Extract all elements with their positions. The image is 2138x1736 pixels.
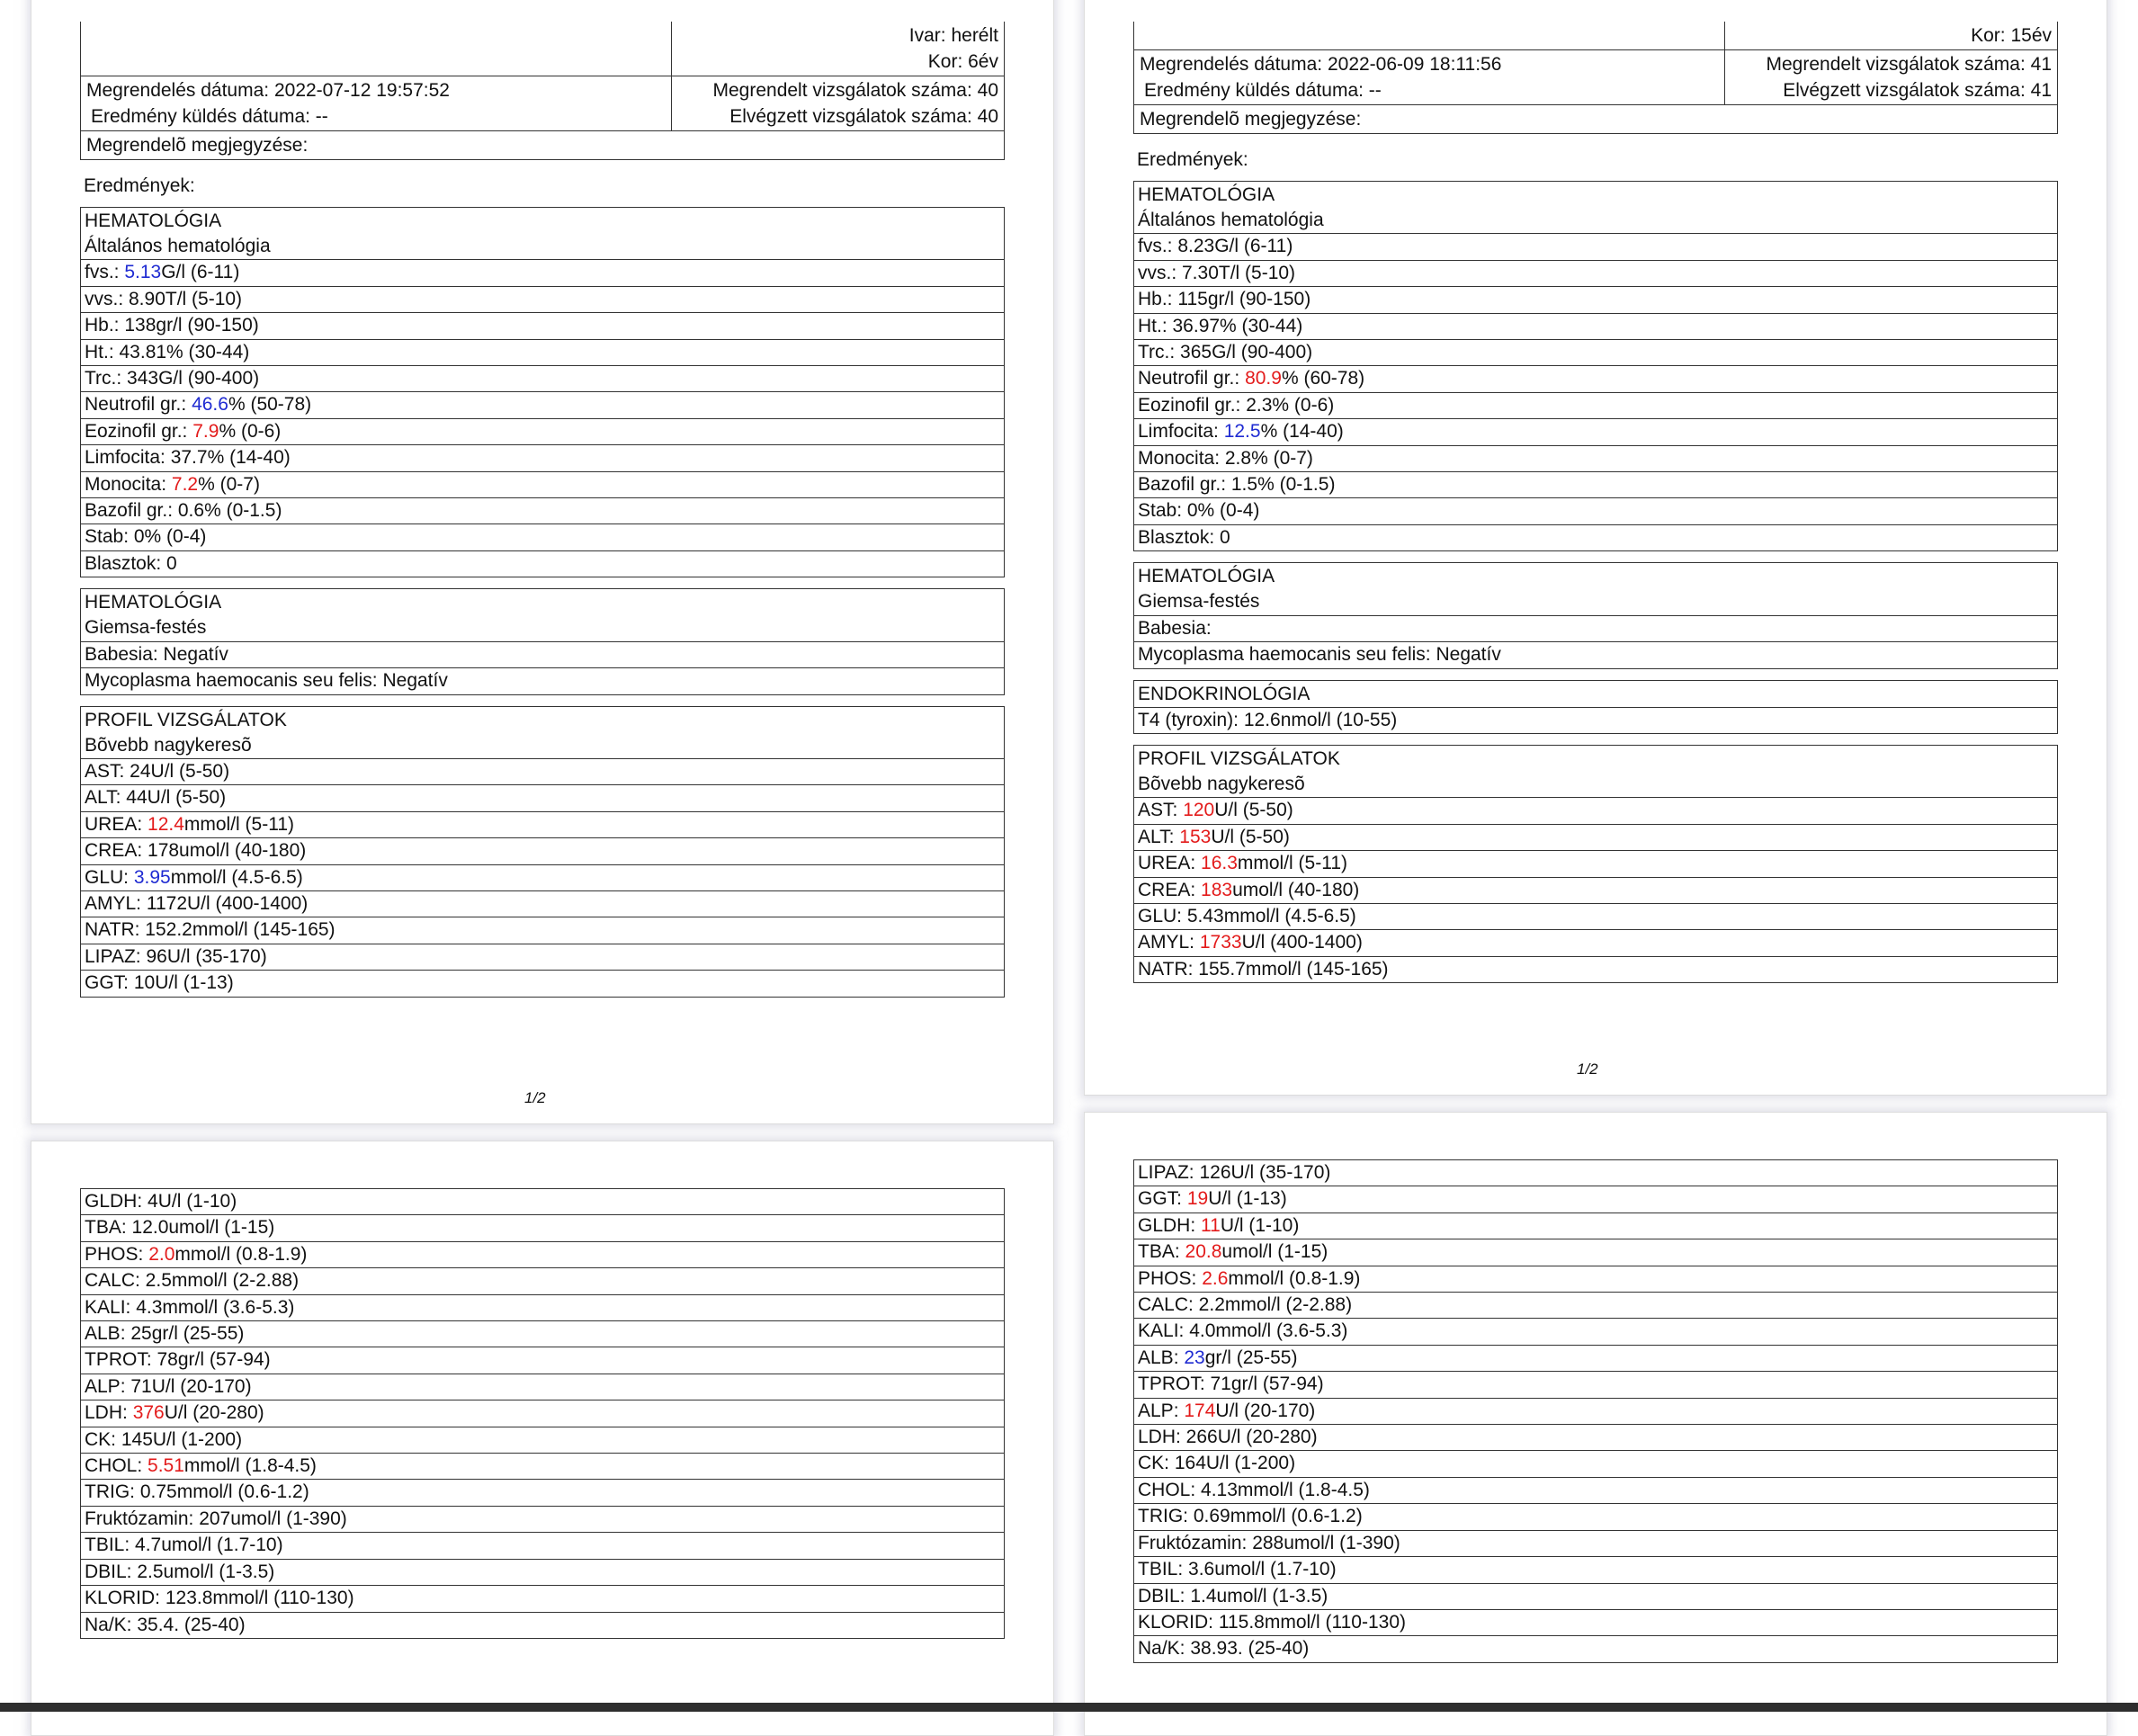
result-text: CK: 145U/l (1-200) <box>85 1428 243 1450</box>
results-section <box>80 207 1005 577</box>
result-text: TBIL: 4.7umol/l (1.7-10) <box>85 1535 283 1556</box>
result-text: vvs.: 8.90T/l (5-10) <box>85 288 243 309</box>
result-unit-range: umol/l (40-180) <box>1232 879 1360 900</box>
result-unit-range: % (50-78) <box>228 394 312 416</box>
section-subtitle: Giemsa-festés <box>85 617 207 639</box>
result-text: Ht.: 36.97% (30-44) <box>1138 315 1303 336</box>
result-row <box>81 550 1004 577</box>
bottom-edge-bar <box>0 1703 2138 1712</box>
result-text: ALP: 71U/l (20-170) <box>85 1375 252 1397</box>
result-row <box>1134 1424 2057 1450</box>
result-row <box>81 641 1004 667</box>
result-text: CHOL: 4.13mmol/l (1.8-4.5) <box>1138 1479 1370 1500</box>
left-report-content <box>80 22 1005 1008</box>
result-text: TRIG: 0.75mmol/l (0.6-1.2) <box>85 1481 309 1503</box>
result-row <box>81 523 1004 550</box>
right-sections <box>1133 181 2058 983</box>
result-row <box>81 1479 1004 1505</box>
result-row <box>81 418 1004 444</box>
right-report-content <box>1133 22 2058 994</box>
left-page2-results <box>80 1188 1005 1639</box>
result-row <box>81 1532 1004 1558</box>
result-row <box>1134 1213 2057 1239</box>
result-row <box>81 497 1004 523</box>
flagged-value: 5.51 <box>148 1455 184 1477</box>
result-row <box>81 286 1004 312</box>
result-text: CREA: 178umol/l (40-180) <box>85 840 307 862</box>
result-row <box>1134 471 2057 497</box>
flagged-value: 2.0 <box>148 1243 175 1265</box>
result-text: Hb.: 115gr/l (90-150) <box>1138 289 1311 310</box>
ordered-tests-count: Megrendelt vizsgálatok száma: 41 <box>1766 54 2052 75</box>
result-row <box>1134 956 2057 982</box>
result-text: GLDH: 4U/l (1-10) <box>85 1191 237 1212</box>
result-text: Na/K: 38.93. (25-40) <box>1138 1638 1310 1660</box>
flagged-value: 120 <box>1183 800 1215 821</box>
result-row <box>81 1400 1004 1426</box>
result-row <box>81 1347 1004 1373</box>
result-row <box>1134 1609 2057 1635</box>
result-row <box>81 890 1004 917</box>
result-row <box>1134 797 2057 823</box>
flagged-value: 376 <box>132 1402 165 1424</box>
flagged-value: 7.2 <box>171 473 199 495</box>
result-row <box>81 1374 1004 1400</box>
result-text: T4 (tyroxin): 12.6nmol/l (10-55) <box>1138 709 1398 730</box>
result-row <box>1134 313 2057 339</box>
result-row <box>81 1294 1004 1320</box>
result-text: ALP: <box>1138 1400 1185 1421</box>
result-text: GLU: <box>85 866 134 888</box>
result-row <box>81 339 1004 365</box>
result-row <box>81 811 1004 837</box>
result-row <box>81 864 1004 890</box>
left-report-header-table <box>80 22 1005 160</box>
result-row <box>1134 1583 2057 1609</box>
result-unit-range: mmol/l (0.8-1.9) <box>1228 1267 1361 1289</box>
result-row <box>81 1214 1004 1240</box>
header-blank-cell <box>1134 22 1725 50</box>
result-row <box>81 1320 1004 1347</box>
result-unit-range: mmol/l (5-11) <box>1237 853 1348 874</box>
result-unit-range: mmol/l (5-11) <box>183 813 295 835</box>
result-text: GLU: 5.43mmol/l (4.5-6.5) <box>1138 905 1356 926</box>
section-subtitle: Bõvebb nagykeresõ <box>85 734 252 756</box>
result-row <box>1134 929 2057 955</box>
result-text: AMYL: <box>1138 932 1200 953</box>
result-unit-range: mmol/l (0.8-1.9) <box>174 1243 308 1265</box>
right-report-header-table <box>1133 22 2058 134</box>
result-row <box>81 758 1004 784</box>
result-row <box>1134 339 2057 365</box>
result-text: Mycoplasma haemocanis seu felis: Negatív <box>1138 644 1501 666</box>
result-text: LDH: 266U/l (20-280) <box>1138 1427 1318 1448</box>
result-unit-range: U/l (5-50) <box>1214 800 1293 821</box>
result-text: Trc.: 365G/l (90-400) <box>1138 342 1313 363</box>
result-unit-range: G/l (6-11) <box>161 262 240 283</box>
order-date: Megrendelés dátuma: 2022-07-12 19:57:52 <box>86 80 450 101</box>
result-text: fvs.: 8.23G/l (6-11) <box>1138 236 1293 257</box>
result-row <box>1134 615 2057 641</box>
result-send-date: Eredmény küldés dátuma: -- <box>91 106 328 127</box>
result-unit-range: U/l (20-280) <box>164 1402 264 1424</box>
result-row <box>81 1559 1004 1585</box>
result-row <box>81 1612 1004 1638</box>
result-text: NATR: 152.2mmol/l (145-165) <box>85 919 335 941</box>
result-row <box>81 667 1004 694</box>
left-sections <box>80 207 1005 998</box>
result-unit-range: % (60-78) <box>1281 368 1365 389</box>
result-text: AST: <box>1138 800 1184 821</box>
flagged-value: 12.5 <box>1223 421 1261 443</box>
result-row <box>1134 1266 2057 1292</box>
result-text: UREA: <box>85 813 148 835</box>
result-text: Na/K: 35.4. (25-40) <box>85 1614 246 1635</box>
result-text: Babesia: Negatív <box>85 643 228 665</box>
flagged-value: 46.6 <box>192 394 228 416</box>
age-label: Kor: 6év <box>927 51 998 72</box>
section-subtitle: Giemsa-festés <box>1138 591 1260 613</box>
orderer-note: Megrendelõ megjegyzése: <box>81 131 1005 160</box>
result-row <box>1134 418 2057 444</box>
result-text: Limfocita: <box>1138 421 1224 443</box>
flagged-value: 153 <box>1179 826 1212 847</box>
result-row <box>1134 1186 2057 1212</box>
result-row <box>1134 1345 2057 1371</box>
result-row <box>81 471 1004 497</box>
result-text: GGT: 10U/l (1-13) <box>85 972 234 994</box>
section-subtitle: Bõvebb nagykeresõ <box>1138 773 1305 794</box>
section-title: PROFIL VIZSGÁLATOK <box>1138 747 1340 769</box>
result-row <box>81 784 1004 810</box>
result-row <box>81 917 1004 943</box>
result-row <box>1134 1503 2057 1529</box>
results-label: Eredmények: <box>1137 149 1248 170</box>
result-text: Blasztok: 0 <box>1138 526 1230 548</box>
result-text: Blasztok: 0 <box>85 552 177 574</box>
result-text: vvs.: 7.30T/l (5-10) <box>1138 262 1296 283</box>
sex-label: Ivar: herélt <box>908 25 998 46</box>
result-text: TBA: 12.0umol/l (1-15) <box>85 1217 275 1239</box>
result-row <box>81 1506 1004 1532</box>
right-report-page-2 <box>1084 1112 2107 1736</box>
result-row <box>81 970 1004 996</box>
result-text: PHOS: <box>85 1243 149 1265</box>
result-row <box>1134 1450 2057 1476</box>
result-unit-range: U/l (1-10) <box>1220 1214 1300 1236</box>
section-title: HEMATOLÓGIA <box>1138 566 1275 587</box>
result-text: CHOL: <box>85 1455 148 1477</box>
order-date: Megrendelés dátuma: 2022-06-09 18:11:56 <box>1140 54 1502 75</box>
result-text: GLDH: <box>1138 1214 1202 1236</box>
flagged-value: 7.9 <box>192 420 219 442</box>
result-unit-range: % (0-7) <box>198 473 260 495</box>
flagged-value: 183 <box>1201 879 1233 900</box>
flagged-value: 19 <box>1186 1188 1209 1210</box>
results-section <box>80 706 1005 998</box>
flagged-value: 20.8 <box>1185 1241 1222 1263</box>
result-unit-range: mmol/l (1.8-4.5) <box>183 1455 317 1477</box>
result-row <box>1134 1318 2057 1344</box>
left-page2-content <box>80 1188 1005 1650</box>
result-text: Ht.: 43.81% (30-44) <box>85 341 250 362</box>
result-row <box>1134 1292 2057 1318</box>
result-text: KLORID: 115.8mmol/l (110-130) <box>1138 1611 1407 1633</box>
flagged-value: 1733 <box>1199 932 1242 953</box>
result-row <box>1134 1635 2057 1661</box>
result-text: Stab: 0% (0-4) <box>85 526 207 548</box>
result-row <box>1134 1371 2057 1397</box>
result-row <box>81 1189 1004 1214</box>
result-text: DBIL: 1.4umol/l (1-3.5) <box>1138 1585 1328 1606</box>
results-label: Eredmények: <box>84 175 195 196</box>
result-text: ALB: <box>1138 1347 1185 1368</box>
result-row <box>1134 850 2057 876</box>
right-page2-results <box>1133 1159 2058 1663</box>
result-text: LDH: <box>85 1402 133 1424</box>
section-subtitle: Általános hematológia <box>1138 210 1324 230</box>
right-report-page-1 <box>1084 0 2107 1096</box>
result-row <box>1134 497 2057 523</box>
results-section <box>1133 181 2058 551</box>
result-text: TPROT: 71gr/l (57-94) <box>1138 1374 1324 1395</box>
results-section <box>1133 680 2058 734</box>
left-report-page-2 <box>31 1141 1054 1736</box>
result-text: CALC: 2.2mmol/l (2-2.88) <box>1138 1294 1353 1316</box>
result-row <box>81 1427 1004 1453</box>
flagged-value: 3.95 <box>133 866 171 888</box>
result-text: CREA: <box>1138 879 1202 900</box>
header-blank-cell <box>81 22 672 76</box>
result-row <box>1134 260 2057 286</box>
result-row <box>1134 1477 2057 1503</box>
result-text: PHOS: <box>1138 1267 1203 1289</box>
section-subtitle: Általános hematológia <box>85 236 271 256</box>
result-unit-range: U/l (400-1400) <box>1241 932 1363 953</box>
result-text: ALB: 25gr/l (25-55) <box>85 1323 245 1345</box>
result-send-date: Eredmény küldés dátuma: -- <box>1144 80 1382 101</box>
result-text: Eozinofil gr.: <box>85 420 193 442</box>
result-text: Trc.: 343G/l (90-400) <box>85 368 260 389</box>
result-text: ALT: <box>1138 826 1180 847</box>
result-text: UREA: <box>1138 853 1202 874</box>
result-text: TRIG: 0.69mmol/l (0.6-1.2) <box>1138 1506 1363 1527</box>
result-text: Neutrofil gr.: <box>85 394 192 416</box>
result-row <box>1134 286 2057 312</box>
result-row <box>1134 365 2057 391</box>
result-text: KLORID: 123.8mmol/l (110-130) <box>85 1588 354 1609</box>
result-text: Fruktózamin: 288umol/l (1-390) <box>1138 1532 1400 1553</box>
result-text: Bazofil gr.: 1.5% (0-1.5) <box>1138 474 1336 496</box>
result-row <box>1134 1530 2057 1556</box>
result-text: Eozinofil gr.: 2.3% (0-6) <box>1138 394 1335 416</box>
result-row <box>81 1241 1004 1267</box>
result-text: CK: 164U/l (1-200) <box>1138 1453 1296 1474</box>
result-unit-range: gr/l (25-55) <box>1204 1347 1298 1368</box>
page-number: 1/2 <box>1577 1060 1598 1078</box>
flagged-value: 174 <box>1184 1400 1216 1421</box>
result-row <box>1134 824 2057 850</box>
result-row <box>81 1585 1004 1611</box>
result-unit-range: U/l (5-50) <box>1211 826 1290 847</box>
flagged-value: 80.9 <box>1245 368 1282 389</box>
result-text: Limfocita: 37.7% (14-40) <box>85 447 291 469</box>
flagged-value: 5.13 <box>124 262 162 283</box>
result-text: KALI: 4.0mmol/l (3.6-5.3) <box>1138 1320 1348 1342</box>
result-unit-range: % (0-6) <box>219 420 282 442</box>
result-row <box>1134 903 2057 929</box>
result-text: Fruktózamin: 207umol/l (1-390) <box>85 1508 347 1529</box>
result-row <box>81 944 1004 970</box>
results-section <box>1133 562 2058 668</box>
result-row <box>1134 233 2057 259</box>
result-unit-range: U/l (20-170) <box>1215 1400 1316 1421</box>
result-row <box>1134 1160 2057 1186</box>
orderer-note: Megrendelõ megjegyzése: <box>1134 105 2058 134</box>
completed-tests-count: Elvégzett vizsgálatok száma: 41 <box>1783 80 2052 101</box>
result-row <box>1134 1556 2057 1582</box>
result-row <box>81 259 1004 285</box>
result-row <box>81 444 1004 470</box>
result-unit-range: umol/l (1-15) <box>1221 1241 1328 1263</box>
flagged-value: 12.4 <box>148 813 184 835</box>
result-unit-range: U/l (1-13) <box>1208 1188 1287 1210</box>
result-text: TBA: <box>1138 1241 1185 1263</box>
results-section <box>80 588 1005 694</box>
result-text: AST: 24U/l (5-50) <box>85 760 230 782</box>
result-row <box>1134 392 2057 418</box>
flagged-value: 11 <box>1201 1214 1221 1236</box>
result-row <box>81 837 1004 864</box>
results-section <box>1133 745 2058 983</box>
section-title: HEMATOLÓGIA <box>85 592 222 613</box>
result-row <box>1134 524 2057 550</box>
right-page2-content <box>1133 1159 2058 1674</box>
result-row <box>81 1267 1004 1293</box>
age-label: Kor: 15év <box>1971 25 2052 46</box>
section-title: ENDOKRINOLÓGIA <box>1138 683 1311 704</box>
result-text: NATR: 155.7mmol/l (145-165) <box>1138 958 1389 980</box>
page-number: 1/2 <box>524 1089 546 1106</box>
result-text: Babesia: <box>1138 617 1212 639</box>
flagged-value: 16.3 <box>1201 853 1238 874</box>
result-row <box>1134 1239 2057 1265</box>
section-title: PROFIL VIZSGÁLATOK <box>85 709 287 730</box>
result-text: TBIL: 3.6umol/l (1.7-10) <box>1138 1559 1337 1580</box>
result-text: Monocita: <box>85 473 172 495</box>
result-unit-range: % (14-40) <box>1260 421 1344 443</box>
result-row <box>81 391 1004 417</box>
result-text: Bazofil gr.: 0.6% (0-1.5) <box>85 500 282 522</box>
result-row <box>1134 877 2057 903</box>
result-row <box>81 365 1004 391</box>
result-text: fvs.: <box>85 262 125 283</box>
result-row <box>81 312 1004 338</box>
result-text: DBIL: 2.5umol/l (1-3.5) <box>85 1561 275 1582</box>
result-text: CALC: 2.5mmol/l (2-2.88) <box>85 1270 300 1292</box>
result-text: GGT: <box>1138 1188 1187 1210</box>
completed-tests-count: Elvégzett vizsgálatok száma: 40 <box>729 106 998 127</box>
result-row <box>1134 445 2057 471</box>
result-row <box>81 1453 1004 1479</box>
ordered-tests-count: Megrendelt vizsgálatok száma: 40 <box>712 80 998 101</box>
result-text: Neutrofil gr.: <box>1138 368 1246 389</box>
result-unit-range: mmol/l (4.5-6.5) <box>170 866 303 888</box>
result-text: Stab: 0% (0-4) <box>1138 500 1260 522</box>
result-text: KALI: 4.3mmol/l (3.6-5.3) <box>85 1296 295 1318</box>
flagged-value: 2.6 <box>1202 1267 1229 1289</box>
result-row <box>1134 1398 2057 1424</box>
flagged-value: 23 <box>1184 1347 1205 1368</box>
result-text: LIPAZ: 126U/l (35-170) <box>1138 1162 1331 1183</box>
result-text: ALT: 44U/l (5-50) <box>85 787 227 809</box>
result-row <box>1134 707 2057 733</box>
result-row <box>1134 641 2057 667</box>
result-text: TPROT: 78gr/l (57-94) <box>85 1349 271 1371</box>
left-report-page-1 <box>31 0 1054 1124</box>
result-text: Hb.: 138gr/l (90-150) <box>85 315 259 336</box>
section-title: HEMATOLÓGIA <box>1138 184 1275 205</box>
result-text: Mycoplasma haemocanis seu felis: Negatív <box>85 670 448 692</box>
result-text: AMYL: 1172U/l (400-1400) <box>85 892 309 914</box>
result-text: Monocita: 2.8% (0-7) <box>1138 447 1313 469</box>
result-text: LIPAZ: 96U/l (35-170) <box>85 945 267 967</box>
section-title: HEMATOLÓGIA <box>85 210 222 231</box>
